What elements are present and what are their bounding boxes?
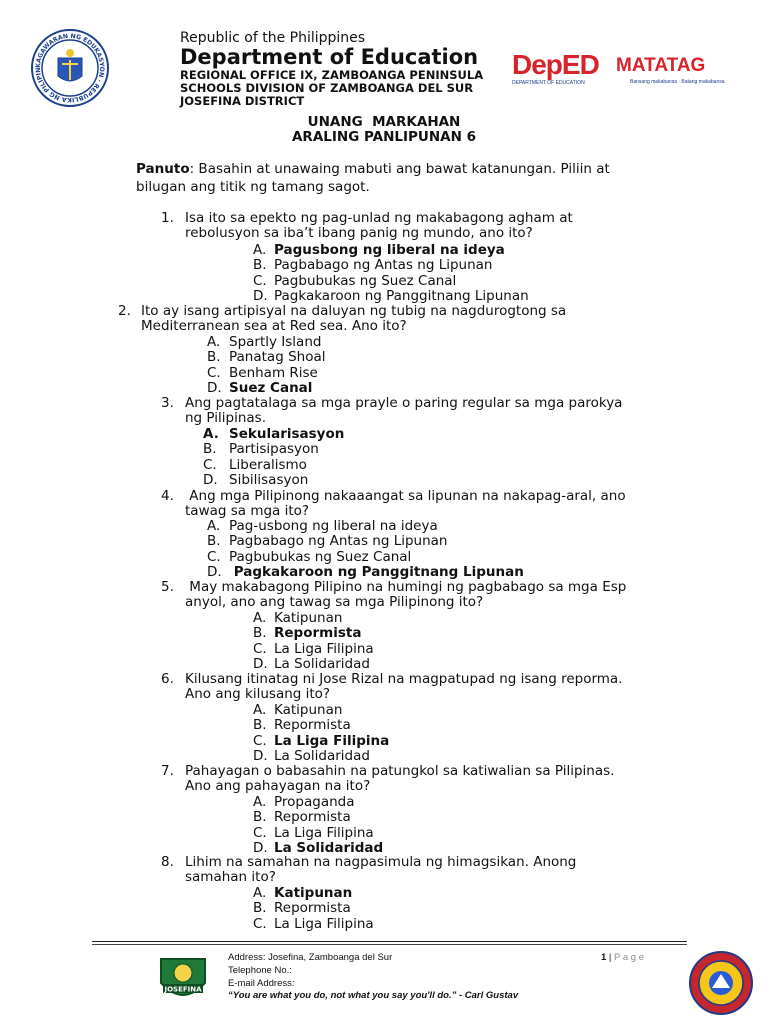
footer-divider [92, 941, 687, 942]
question-number: 3. [161, 395, 174, 411]
option-text: Spartly Island [229, 334, 322, 350]
option-text: La Liga Filipina [274, 640, 374, 657]
option-text: Katipunan [274, 610, 343, 626]
question-number: 7. [161, 763, 174, 779]
seal-icon [30, 28, 110, 108]
option-letter: C. [253, 824, 267, 841]
footer-quote: “You are what you do, not what you say you'll do.” - Carl Gustav [228, 990, 519, 1001]
option-text: La Liga Filipina [274, 824, 374, 841]
seal-text: KAGAWARAN NG EDUKASYON · REPUBLIKA NG PILIPIN [34, 32, 106, 104]
josefina-school-logo [155, 953, 211, 1009]
option-letter: C. [207, 548, 221, 565]
option-text-correct: Repormista [274, 625, 362, 642]
option-letter: C. [253, 732, 267, 749]
question-text: Mediterranean sea at Red sea. Ano ito? [141, 318, 407, 335]
question-text: Ang pagtatalaga sa mga prayle o paring regular sa mga parokya [185, 395, 623, 411]
question-text: rebolusyon sa iba’t ibang panig ng mundo, ano ito? [185, 225, 533, 242]
option-text: Panatag Shoal [229, 349, 326, 366]
division-seal [688, 950, 754, 1016]
option-text: Liberalismo [229, 456, 307, 473]
question-text: tawag sa mga ito? [185, 503, 310, 520]
division-line: SCHOOLS DIVISION OF ZAMBOANGA DEL SUR [180, 81, 474, 95]
deped-seal [30, 28, 110, 108]
matatag-text: MATATAG [616, 55, 706, 76]
question-text: Ang mga Pilipinong nakaaangat sa lipunan na nakapag-aral, ano [185, 488, 626, 504]
option-letter: D. [203, 472, 218, 489]
deped-logo-sub: DEPARTMENT OF EDUCATION [512, 80, 585, 86]
option-letter: A. [253, 610, 267, 626]
option-text: Sibilisasyon [229, 472, 309, 489]
question-text: anyol, ano ang tawag sa mga Pilipinong ito? [185, 594, 484, 611]
option-letter: D. [207, 380, 222, 397]
option-text: Pag-usbong ng liberal na ideya [229, 518, 438, 534]
option-text-correct: Suez Canal [229, 380, 313, 397]
shield-icon [155, 953, 211, 1009]
division-seal-icon [688, 950, 754, 1016]
option-text-correct: La Solidaridad [274, 840, 384, 857]
page-separator: | [606, 952, 615, 963]
page-label: P a g e [614, 952, 644, 963]
question-number: 2. [118, 303, 131, 319]
option-text: La Solidaridad [274, 748, 370, 765]
option-text: Repormista [274, 717, 351, 734]
option-letter: B. [253, 257, 267, 274]
question-text: May makabagong Pilipino na humingi ng pagbabago sa mga Esp [185, 579, 627, 595]
option-text: La Solidaridad [274, 656, 370, 673]
option-text-correct: La Liga Filipina [274, 732, 390, 749]
option-letter: A. [253, 885, 267, 901]
matatag-sub: Bansang makabansa · Batang makabansa [630, 79, 725, 85]
page-number: 1 [601, 952, 607, 963]
option-letter: B. [253, 900, 267, 917]
option-letter: D. [253, 656, 268, 673]
option-letter: C. [253, 915, 267, 932]
question-text: Ano ang pahayagan na ito? [185, 778, 371, 795]
footer-email: E-mail Address: [228, 978, 295, 989]
option-text: La Liga Filipina [274, 915, 374, 932]
deped-logo [512, 50, 612, 94]
option-letter: B. [203, 441, 217, 458]
question-text: Kilusang itinatag ni Jose Rizal na magpatupad ng isang reporma. [185, 671, 623, 687]
option-letter: D. [253, 288, 268, 305]
option-text: Pagbubukas ng Suez Canal [229, 548, 412, 565]
directions-label: Panuto [136, 161, 190, 177]
option-text: Pagbabago ng Antas ng Lipunan [229, 533, 448, 550]
question-text: Ito ay isang artipisyal na daluyan ng tubig na nagdurogtong sa [141, 303, 567, 319]
option-text-correct: Pagkakaroon ng Panggitnang Lipunan [229, 564, 524, 581]
footer-divider-thin [92, 944, 687, 945]
directions [136, 160, 610, 196]
option-text: Katipunan [274, 702, 343, 718]
option-text: Pagkakaroon ng Panggitnang Lipunan [274, 288, 529, 305]
question-number: 4. [161, 488, 174, 504]
option-letter: A. [253, 702, 267, 718]
department-title: Department of Education [180, 45, 479, 69]
district-line: JOSEFINA DISTRICT [180, 94, 305, 108]
option-letter: D. [253, 840, 268, 857]
question-text: Ano ang kilusang ito? [185, 686, 331, 703]
region-line: REGIONAL OFFICE IX, ZAMBOANGA PENINSULA [180, 68, 484, 82]
option-text: Partisipasyon [229, 441, 319, 458]
question-text: Pahayagan o babasahin na patungkol sa katiwalian sa Pilipinas. [185, 763, 615, 779]
footer-telephone: Telephone No.: [228, 965, 292, 976]
option-letter: B. [253, 809, 267, 826]
option-text-correct: Katipunan [274, 885, 353, 901]
option-letter: B. [253, 625, 267, 642]
josefina-label: JOSEFINA [164, 985, 202, 994]
option-letter: A. [207, 518, 221, 534]
option-text: Benham Rise [229, 364, 318, 381]
republic-line: Republic of the Philippines [180, 30, 366, 46]
option-letter: C. [203, 456, 217, 473]
question-number: 5. [161, 579, 174, 595]
option-letter: B. [207, 349, 221, 366]
option-letter: A. [253, 242, 267, 258]
quarter-title: UNANG MARKAHAN [307, 114, 461, 130]
option-letter: A. [203, 426, 219, 442]
question-number: 1. [161, 210, 174, 226]
option-letter: C. [253, 640, 267, 657]
directions-text-2: bilugan ang titik ng tamang sagot. [136, 179, 370, 195]
option-text: Pagbabago ng Antas ng Lipunan [274, 257, 493, 274]
question-text: Lihim na samahan na nagpasimula ng himagsikan. Anong [185, 854, 577, 870]
option-letter: D. [207, 564, 222, 581]
footer-address: Address: Josefina, Zamboanga del Sur [228, 952, 393, 963]
option-letter: C. [207, 364, 221, 381]
option-text: Pagbubukas ng Suez Canal [274, 272, 457, 289]
question-text: Isa ito sa epekto ng pag-unlad ng makabagong agham at [185, 210, 573, 226]
directions-text-1: : Basahin at unawaing mabuti ang bawat katanungan. Piliin at [189, 161, 610, 177]
option-letter: C. [253, 272, 267, 289]
option-letter: D. [253, 748, 268, 765]
question-text: samahan ito? [185, 869, 276, 886]
question-text: ng Pilipinas. [185, 410, 266, 427]
option-letter: B. [253, 717, 267, 734]
option-letter: A. [207, 334, 221, 350]
option-text: Repormista [274, 900, 351, 917]
deped-logo-text: DepED [512, 49, 599, 80]
question-number: 8. [161, 854, 174, 870]
question-number: 6. [161, 671, 174, 687]
option-text: Propaganda [274, 794, 355, 810]
option-text: Repormista [274, 809, 351, 826]
subject-title: ARALING PANLIPUNAN 6 [291, 129, 477, 145]
option-letter: A. [253, 794, 267, 810]
option-text-correct: Sekularisasyon [229, 426, 345, 442]
matatag-logo [616, 55, 746, 95]
option-text-correct: Pagusbong ng liberal na ideya [274, 242, 505, 258]
option-letter: B. [207, 533, 221, 550]
page-indicator [601, 952, 644, 963]
